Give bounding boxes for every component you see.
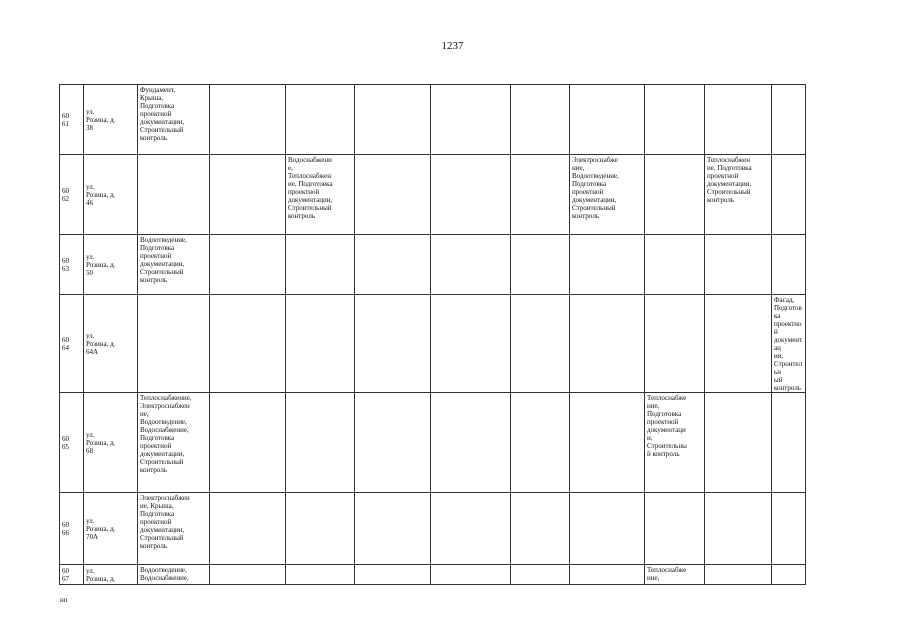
work-type-cell [286,295,355,393]
work-type-cell [138,85,210,155]
row-number: 60 64 [62,336,69,352]
work-type-cell [645,565,705,585]
row-number-cell [60,85,84,155]
work-type-cell [772,565,806,585]
row-number: 60 63 [62,257,69,273]
work-type-cell [355,295,431,393]
repair-schedule-table [59,84,806,585]
work-type-cell [570,155,645,235]
work-type-cell [772,295,806,393]
work-type-cell [210,235,286,295]
work-type-cell [286,85,355,155]
work-type-cell [286,565,355,585]
work-type-text: Теплоснабжен ие, Подготовка проектной документации, Строительный контроль [707,156,752,204]
work-type-cell [511,295,570,393]
work-type-cell [355,565,431,585]
row-number-cell [60,493,84,565]
work-type-cell [286,393,355,493]
table-row [60,85,806,155]
address-text: ул. Розина, д. 70А [86,517,116,541]
work-type-cell [645,493,705,565]
work-type-text: Фасад, Подготовка проектной документац ии, Строительн ый контроль [774,296,803,392]
address-text: ул. Розина, д. 38 [86,108,116,132]
work-type-cell [645,85,705,155]
work-type-text: Электроснабжен ие, Крыша, Подготовка проектной документации, Строительный контроль [140,494,190,550]
work-type-text: Теплоснабжение, Электроснабжен ие, Водоотведение, Водоснабжение, Подготовка проектной документации, Строительный контроль [140,394,192,474]
work-type-cell [355,155,431,235]
work-type-cell [772,493,806,565]
work-type-cell [645,235,705,295]
row-number: 60 62 [62,187,69,203]
row-number: 60 65 [62,435,69,451]
table-row [60,565,806,585]
address-cell [84,565,138,585]
work-type-cell [570,85,645,155]
work-type-cell [431,493,511,565]
work-type-cell [431,295,511,393]
table-row [60,155,806,235]
row-number-cell [60,393,84,493]
work-type-cell [772,235,806,295]
work-type-cell [138,295,210,393]
address-cell [84,155,138,235]
table-row [60,393,806,493]
work-type-cell [570,493,645,565]
work-type-cell [431,565,511,585]
work-type-cell [511,565,570,585]
work-type-cell [511,85,570,155]
address-cell [84,295,138,393]
work-type-cell [772,85,806,155]
row-number-cell [60,155,84,235]
work-type-cell [210,295,286,393]
footer-mark: нп [60,596,68,604]
row-number: 60 66 [62,521,69,537]
work-type-cell [772,155,806,235]
work-type-cell [286,493,355,565]
work-type-cell [355,393,431,493]
work-type-cell [705,565,772,585]
table-row [60,235,806,295]
address-cell [84,235,138,295]
row-number-cell [60,295,84,393]
work-type-text: Водоотведение, Подготовка проектной документации, Строительный контроль [140,236,187,284]
work-type-text: Водоотведение, Водоснабжение, [140,566,189,582]
row-number: 60 67 [62,567,69,583]
work-type-cell [705,155,772,235]
work-type-cell [431,393,511,493]
work-type-cell [772,393,806,493]
work-type-cell [210,565,286,585]
address-text: ул. Розина, д. 46 [86,183,116,207]
address-cell [84,85,138,155]
work-type-cell [138,393,210,493]
work-type-cell [431,235,511,295]
work-type-text: Фундамент, Крыша, Подготовка проектной документации, Строительный контроль [140,86,185,142]
work-type-text: Теплоснабже ние, [647,566,687,582]
table-body [60,85,806,585]
work-type-cell [355,493,431,565]
work-type-text: Водоснабжени е, Теплоснабжен ие, Подготовка проектной документации, Строительный контроль [288,156,333,220]
work-type-cell [286,155,355,235]
work-type-cell [705,493,772,565]
address-cell [84,493,138,565]
work-type-cell [138,565,210,585]
work-type-cell [570,295,645,393]
work-type-cell [511,393,570,493]
work-type-cell [511,155,570,235]
work-type-cell [355,235,431,295]
work-type-cell [570,393,645,493]
work-type-cell [210,393,286,493]
work-type-cell [570,565,645,585]
work-type-cell [511,235,570,295]
work-type-cell [138,155,210,235]
work-type-cell [705,393,772,493]
work-type-cell [705,235,772,295]
work-type-cell [431,85,511,155]
address-text: ул. Розина, д. 68 [86,431,116,455]
work-type-cell [645,393,705,493]
address-text: ул. Розина, д. 50 [86,253,116,277]
work-type-cell [210,85,286,155]
row-number-cell [60,235,84,295]
work-type-cell [511,493,570,565]
work-type-cell [138,235,210,295]
row-number-cell [60,565,84,585]
row-number: 60 61 [62,112,69,128]
work-type-cell [138,493,210,565]
work-type-cell [355,85,431,155]
work-type-text: Теплоснабже ние, Подготовка проектной документаци и, Строительны й контроль [647,394,687,458]
address-text: ул. Розина, д. [86,567,116,583]
address-cell [84,393,138,493]
table-row [60,493,806,565]
work-type-cell [210,493,286,565]
work-type-text: Электроснабже ние, Водоотведение, Подготовка проектной документации, Строительный контроль [572,156,619,220]
page-number: 1237 [441,40,464,52]
work-type-cell [645,295,705,393]
table-row [60,295,806,393]
work-type-cell [286,235,355,295]
work-type-cell [431,155,511,235]
work-type-cell [570,235,645,295]
work-type-cell [705,295,772,393]
work-type-cell [210,155,286,235]
work-type-cell [705,85,772,155]
work-type-cell [645,155,705,235]
address-text: ул. Розина, д. 64А [86,332,116,356]
